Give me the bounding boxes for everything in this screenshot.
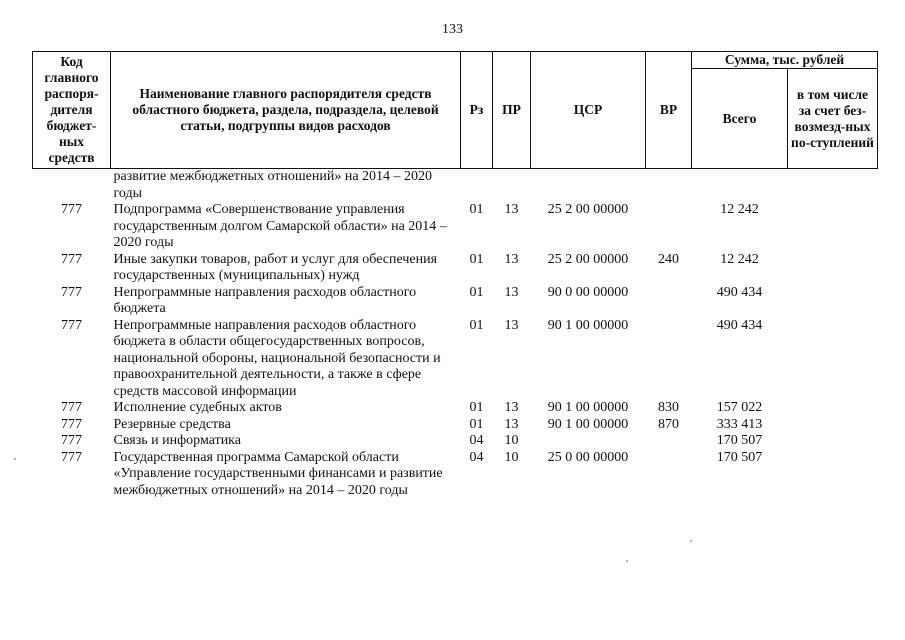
- table-header: [33, 52, 878, 169]
- row-name: Исполнение судебных актов: [113, 400, 282, 415]
- header-total: Всего: [692, 69, 788, 169]
- scan-speck: [626, 560, 628, 562]
- row-name: Непрограммные направления расходов областного бюджета: [113, 284, 417, 316]
- row-total: 170 507: [716, 449, 763, 465]
- row-free: [788, 252, 878, 285]
- row-code: 777: [61, 449, 82, 465]
- row-vr: 870: [658, 416, 679, 432]
- budget-table: [32, 51, 878, 499]
- row-total: 170 507: [716, 433, 763, 448]
- row-pr: 13: [504, 400, 519, 415]
- header-csr: ЦСР: [531, 52, 646, 169]
- row-free: [788, 285, 878, 318]
- row-rz: 01: [469, 317, 484, 333]
- row-rz: 01: [469, 284, 484, 300]
- row-name: Государственная программа Самарской области «Управление государственными финансами и развитие межбюджетных отношений» на 2014 – 2020 годы: [113, 449, 443, 498]
- row-vr: [646, 450, 692, 500]
- row-pr: [493, 169, 531, 203]
- row-code: 777: [61, 317, 82, 333]
- header-name: Наименование главного распорядителя средств областного бюджета, раздела, подраздела, целевой статьи, подгруппы видов расходов: [111, 52, 461, 169]
- row-free: [788, 417, 878, 434]
- row-pr: 13: [504, 284, 519, 300]
- row-free: [788, 400, 878, 417]
- row-total: 490 434: [716, 284, 763, 300]
- row-vr: [646, 433, 692, 450]
- row-total: 12 242: [720, 251, 759, 267]
- scan-speck: [690, 540, 692, 542]
- row-code: 777: [61, 416, 82, 432]
- row-pr: 13: [504, 202, 519, 217]
- header-code: Код главного распоря-дителя бюджет-ных средств: [33, 52, 111, 169]
- row-pr: 13: [504, 317, 519, 333]
- row-csr: 90 1 00 00000: [547, 400, 629, 415]
- row-name: развитие межбюджетных отношений» на 2014 – 2020 годы: [113, 169, 433, 201]
- table-row: [33, 202, 878, 252]
- row-free: [788, 450, 878, 500]
- row-pr: 13: [504, 251, 519, 267]
- row-name: Подпрограмма «Совершенствование управления государственным долгом Самарской области» на 2014 – 2020 годы: [113, 202, 447, 250]
- table-row: [33, 433, 878, 450]
- row-free: [788, 318, 878, 401]
- row-total: [692, 169, 788, 203]
- table-row: [33, 318, 878, 401]
- table-row: [33, 285, 878, 318]
- row-code: 777: [61, 433, 82, 448]
- header-sum: Сумма, тыс. рублей: [692, 52, 878, 69]
- page-number: 133: [442, 22, 463, 37]
- row-total: 12 242: [720, 202, 759, 217]
- row-csr: 90 1 00 00000: [547, 317, 629, 333]
- table-body: [33, 169, 878, 500]
- table-row: [33, 417, 878, 434]
- row-name: Иные закупки товаров, работ и услуг для обеспечения государственных (муниципальных) нужд: [113, 251, 438, 283]
- row-csr: 90 1 00 00000: [547, 416, 629, 432]
- row-csr: [531, 433, 646, 450]
- row-csr: [531, 169, 646, 203]
- row-vr: [646, 318, 692, 401]
- row-rz: 04: [469, 449, 484, 465]
- row-free: [788, 202, 878, 252]
- header-rz: Рз: [461, 52, 493, 169]
- table-row: [33, 450, 878, 500]
- row-vr: [646, 202, 692, 252]
- row-name: Резервные средства: [113, 416, 231, 432]
- row-rz: 01: [469, 251, 484, 267]
- row-total: 490 434: [716, 317, 763, 333]
- row-rz: 04: [469, 433, 484, 448]
- row-code: 777: [61, 251, 82, 267]
- row-pr: 10: [504, 433, 519, 448]
- table-row: [33, 169, 878, 203]
- scan-speck: [14, 458, 16, 460]
- header-free: в том числе за счет без-возмезд-ных по-ступлений: [788, 69, 878, 169]
- row-code: 777: [61, 284, 82, 300]
- row-code: 777: [61, 400, 82, 415]
- row-name: Непрограммные направления расходов областного бюджета в области общегосударственных вопросов, национальной обороны, национальной безопасности и правоохранительной деятельности, а также в сфере средств массовой информации: [113, 317, 441, 399]
- table-row: [33, 252, 878, 285]
- row-csr: 25 0 00 00000: [547, 449, 629, 465]
- row-csr: 25 2 00 00000: [547, 202, 629, 217]
- row-code: 777: [61, 202, 82, 217]
- row-total: 333 413: [716, 416, 763, 432]
- header-vr: ВР: [646, 52, 692, 169]
- row-vr: 830: [658, 400, 679, 415]
- row-free: [788, 433, 878, 450]
- row-vr: [646, 285, 692, 318]
- row-pr: 10: [504, 449, 519, 465]
- table-row: [33, 400, 878, 417]
- row-csr: 25 2 00 00000: [547, 251, 629, 267]
- row-vr: [646, 169, 692, 203]
- row-free: [788, 169, 878, 203]
- row-pr: 13: [504, 416, 519, 432]
- row-total: 157 022: [716, 400, 763, 415]
- row-rz: 01: [469, 416, 484, 432]
- row-rz: 01: [469, 202, 484, 217]
- row-code: [33, 169, 111, 203]
- row-rz: 01: [469, 400, 484, 415]
- row-vr: 240: [658, 251, 679, 267]
- row-name: Связь и информатика: [113, 433, 241, 448]
- row-rz: [461, 169, 493, 203]
- header-pr: ПР: [493, 52, 531, 169]
- row-csr: 90 0 00 00000: [547, 284, 629, 300]
